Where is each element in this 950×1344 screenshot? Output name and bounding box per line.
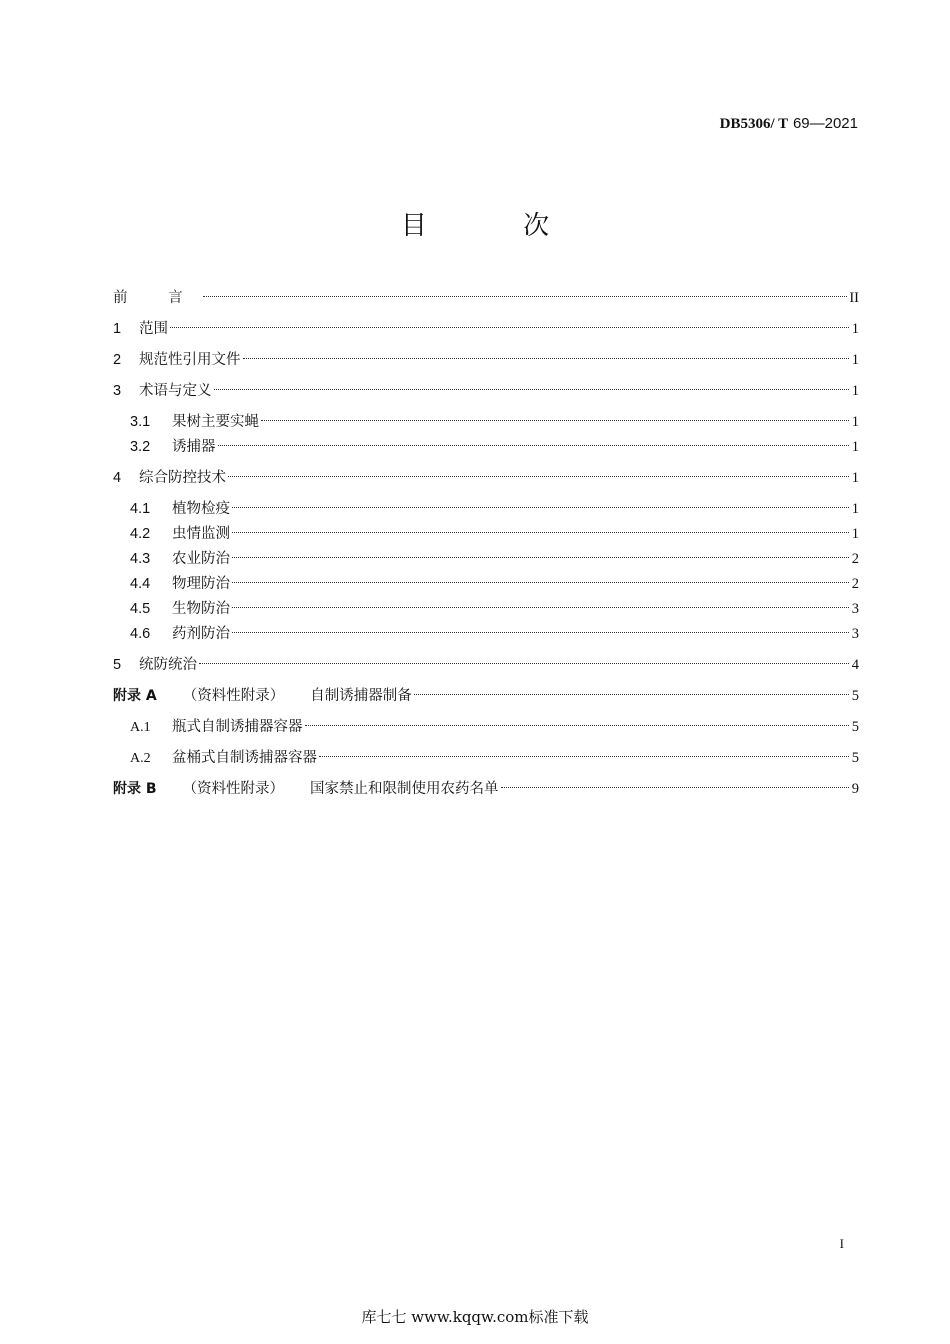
toc-entry-label: 农业防治 [172,551,230,567]
toc-leader-dots [232,582,849,583]
toc-leader-dots [232,532,849,533]
toc-entry-page: 1 [851,470,859,486]
toc-leader-dots [232,557,849,558]
standard-code-prefix: DB5306/ T [719,116,789,132]
toc-entry-page: 5 [851,750,859,766]
toc-leader-dots [232,632,849,633]
toc-leader-dots [261,420,849,421]
toc-entry-4-1[interactable] [113,497,859,522]
footer-watermark: 库七七 www.kqqw.com标准下载 [361,1308,589,1326]
page-title: 目 次 [400,211,594,241]
toc-entry-label: 虫情监测 [172,526,230,542]
toc-entry-label: 诱捕器 [172,439,216,455]
toc-entry-4[interactable] [113,466,859,491]
standard-code-number: 69—2021 [792,115,858,132]
toc-entry-label: 前 言 [113,290,201,306]
toc-entry-page: II [849,290,859,306]
toc-entry-4-2[interactable] [113,522,859,547]
toc-entry-number: 4.6 [130,626,151,642]
toc-entry-number: 3.2 [130,439,151,455]
toc-entry-page: 2 [851,551,859,567]
toc-entry-page: 1 [851,321,859,337]
toc-entry-label: 范围 [139,321,168,337]
toc-entry-a-2[interactable] [113,746,859,771]
toc-entry-number: 3 [113,383,122,399]
toc-leader-dots [414,694,849,695]
toc-entry-label: 规范性引用文件 [139,352,241,368]
toc-entry-label: 药剂防治 [172,626,230,642]
toc-entry-label: 果树主要实蝇 [172,414,259,430]
toc-entry-3[interactable] [113,379,859,404]
toc-entry-page: 9 [851,781,859,797]
toc-entry-number: A.2 [130,751,151,766]
toc-entry-appendix-b[interactable] [113,777,859,802]
toc-entry-number: 4.1 [130,501,151,517]
toc-entry-4-4[interactable] [113,572,859,597]
toc-entry-number: 2 [113,352,122,368]
toc-entry-label: 术语与定义 [139,383,212,399]
toc-entry-page: 4 [851,657,859,673]
toc-entry-number: 附录 B [113,781,157,797]
toc-entry-label: 瓶式自制诱捕器容器 [172,719,303,735]
toc-leader-dots [214,389,850,390]
toc-entry-category: （资料性附录） [182,688,285,704]
toc-leader-dots [199,663,849,664]
toc-entry-page: 1 [851,439,859,455]
toc-entry-page: 5 [851,719,859,735]
toc-entry-number: 4.4 [130,576,151,592]
toc-leader-dots [170,327,849,328]
toc-entry-page: 3 [851,601,859,617]
toc-entry-appendix-a[interactable] [113,684,859,709]
toc-entry-label: 统防统治 [139,657,197,673]
toc-entry-page: 3 [851,626,859,642]
toc-entry-label: 自制诱捕器制备 [310,688,412,704]
toc-leader-dots [501,787,849,788]
toc-leader-dots [232,607,849,608]
toc-entry-number: 4 [113,470,122,486]
toc-entry-5[interactable] [113,653,859,678]
toc-entry-a-1[interactable] [113,715,859,740]
toc-entry-4-5[interactable] [113,597,859,622]
toc-entry-page: 5 [851,688,859,704]
toc-entry-number: 4.3 [130,551,151,567]
toc-entry-number: 3.1 [130,414,151,430]
toc-entry-label: 植物检疫 [172,501,230,517]
toc-leader-dots [218,445,850,446]
toc-entry-label: 物理防治 [172,576,230,592]
toc-entry-label: 综合防控技术 [139,470,226,486]
toc-leader-dots [228,476,849,477]
toc-entry-page: 2 [851,576,859,592]
toc-entry-page: 1 [851,501,859,517]
standard-code [720,114,858,133]
toc-entry-preface[interactable] [113,286,859,311]
toc-entry-label: 生物防治 [172,601,230,617]
toc-entry-number: 4.2 [130,526,151,542]
table-of-contents [113,286,859,802]
toc-entry-label: 盆桶式自制诱捕器容器 [172,750,317,766]
toc-leader-dots [305,725,850,726]
toc-entry-3-1[interactable] [113,410,859,435]
toc-entry-page: 1 [851,383,859,399]
toc-entry-number: 5 [113,657,122,673]
toc-leader-dots [203,296,848,297]
toc-entry-number: 附录 A [113,688,157,704]
toc-leader-dots [243,358,850,359]
toc-entry-number: A.1 [130,720,151,735]
page-number: I [839,1236,844,1251]
toc-entry-1[interactable] [113,317,859,342]
toc-entry-number: 1 [113,321,122,337]
toc-entry-category: （资料性附录） [182,781,285,797]
toc-entry-3-2[interactable] [113,435,859,460]
toc-leader-dots [232,507,849,508]
toc-entry-page: 1 [851,414,859,430]
toc-entry-4-6[interactable] [113,622,859,647]
toc-entry-number: 4.5 [130,601,151,617]
toc-entry-4-3[interactable] [113,547,859,572]
toc-leader-dots [319,756,849,757]
toc-entry-label: 国家禁止和限制使用农药名单 [310,781,499,797]
toc-entry-2[interactable] [113,348,859,373]
toc-entry-page: 1 [851,352,859,368]
toc-entry-page: 1 [851,526,859,542]
